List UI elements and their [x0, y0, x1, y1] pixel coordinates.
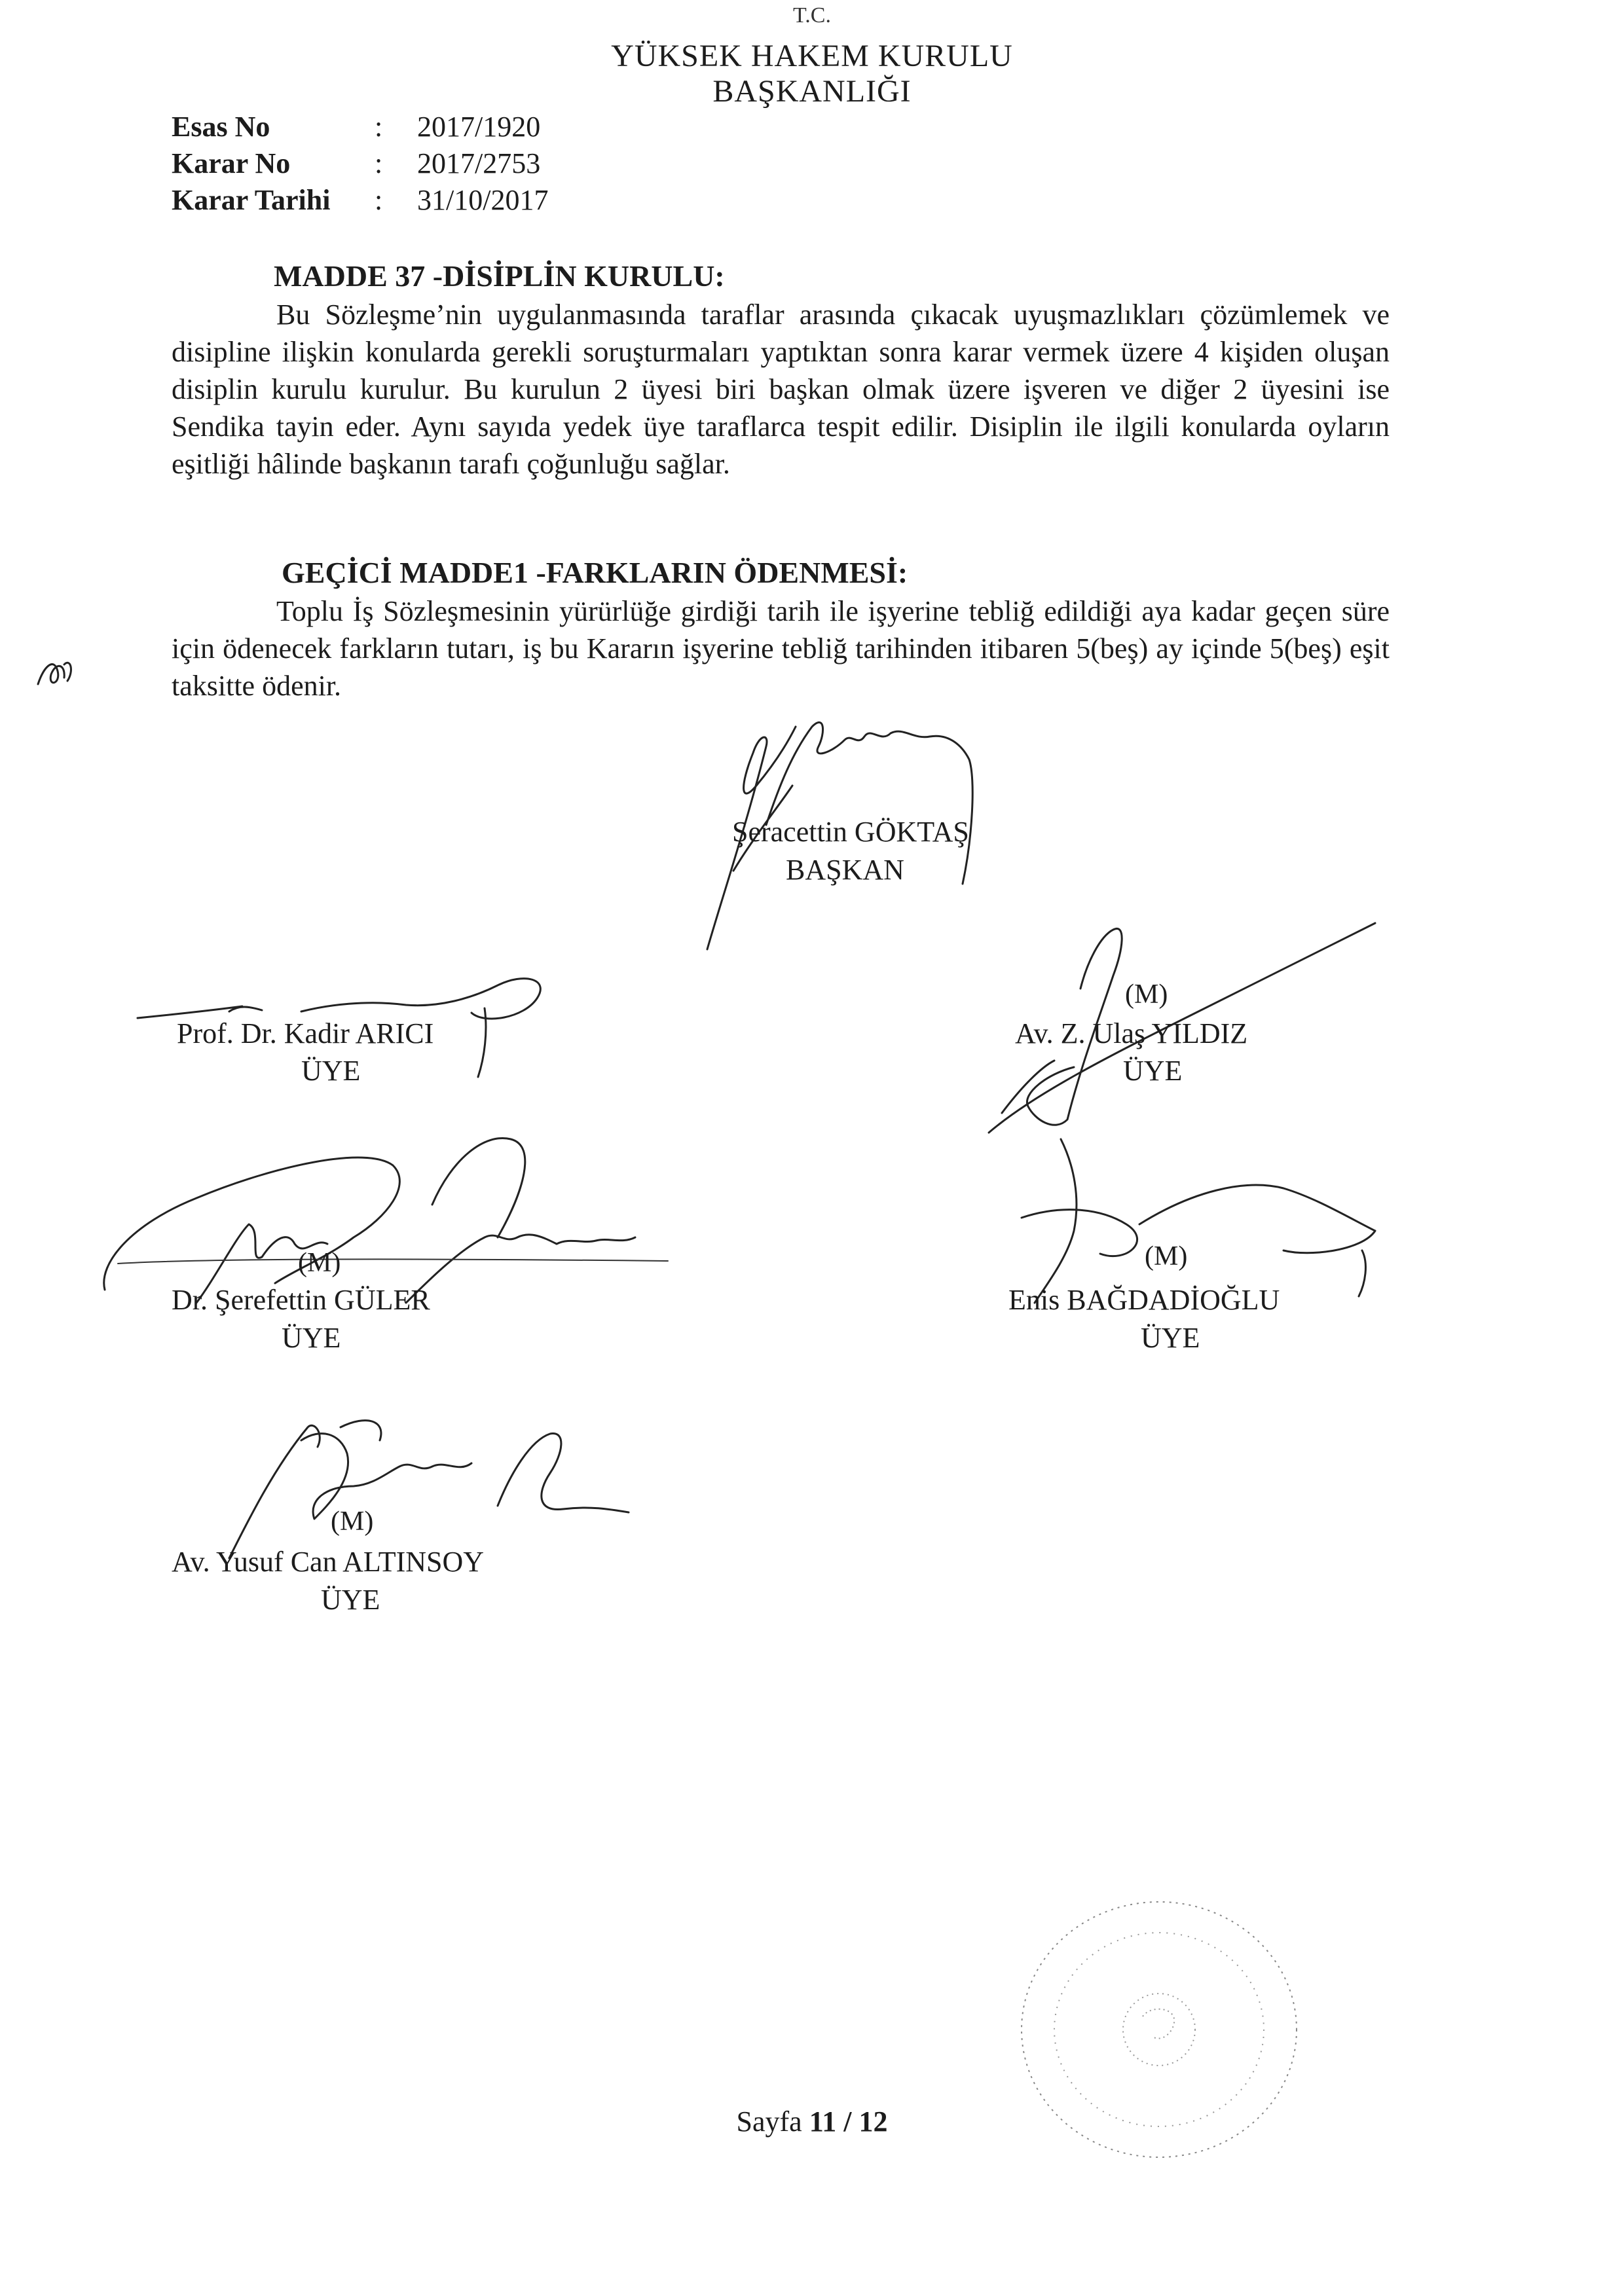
article37-heading: MADDE 37 -DİSİPLİN KURULU:: [274, 259, 725, 293]
member4-role: ÜYE: [1141, 1322, 1200, 1354]
official-seal: [1002, 1886, 1316, 2174]
meta-value: 31/10/2017: [417, 184, 549, 216]
meta-label: Karar No: [172, 147, 291, 179]
page-total: 12: [858, 2105, 888, 2138]
temporary-article-text: Toplu İş Sözleşmesinin yürürlüğe girdiği tarih ile işyerine tebliğ edildiği aya kadar geçen süre için ödenecek farkların tutarı, iş bu Kararın işyerine tebliğ tarihinden itibaren 5(beş) ay içinde 5(beş) eşit taksitte ödenir.: [172, 595, 1390, 702]
meta-value: 2017/1920: [417, 111, 541, 143]
header-top-mark: T.C.: [793, 3, 831, 27]
member4-name: Enis BAĞDADİOĞLU: [1008, 1284, 1280, 1316]
member4-mark: (M): [1145, 1241, 1188, 1271]
member5-role: ÜYE: [321, 1584, 380, 1616]
member1-name: Prof. Dr. Kadir ARICI: [177, 1017, 434, 1049]
meta-colon: :: [375, 184, 383, 216]
meta-label: Karar Tarihi: [172, 184, 331, 216]
margin-initial-mark: [25, 645, 84, 697]
chair-role: BAŞKAN: [786, 854, 904, 886]
member2-role: ÜYE: [1123, 1055, 1183, 1087]
temporary-article-heading: GEÇİCİ MADDE1 -FARKLARIN ÖDENMESİ:: [282, 556, 908, 589]
member3-name: Dr. Şerefettin GÜLER: [172, 1284, 430, 1316]
chair-name: Şeracettin GÖKTAŞ: [732, 816, 969, 848]
page-separator: /: [843, 2105, 852, 2138]
meta-value: 2017/2753: [417, 147, 541, 179]
member1-role: ÜYE: [301, 1055, 361, 1087]
member3-role: ÜYE: [282, 1322, 341, 1354]
member2-mark: (M): [1125, 979, 1168, 1010]
page-number: [681, 2105, 943, 2138]
article37-text: Bu Sözleşme’nin uygulanmasında taraflar arasında çıkacak uyuşmazlıkları çözümlemek ve disipline ilişkin konularda gerekli soruşturmaları yaptıktan sonra karar vermek üzere 4 kişiden oluşan disiplin kurulu kurulur. Bu kurulun 2 üyesi biri başkan olmak üzere işveren ve diğer 2 üyesini ise Sendika tayin eder. Aynı sayıda yedek üye taraflarca tespit edilir. Disiplin ile ilgili konularda oyların eşitliği hâlinde başkanın tarafı çoğunluğu sağlar.: [172, 299, 1390, 480]
meta-label: Esas No: [172, 111, 270, 143]
meta-colon: :: [375, 111, 383, 143]
member3-mark: (M): [298, 1248, 341, 1278]
meta-colon: :: [375, 147, 383, 179]
member5-mark: (M): [331, 1506, 374, 1537]
page-current: 11: [809, 2105, 837, 2138]
temporary-article-paragraph: [172, 592, 1390, 704]
header-subtitle: BAŞKANLIĞI: [712, 74, 912, 109]
header-title: YÜKSEK HAKEM KURULU: [611, 39, 1013, 73]
member5-name: Av. Yusuf Can ALTINSOY: [172, 1546, 485, 1578]
article37-paragraph: [172, 296, 1390, 483]
page-label: Sayfa: [736, 2105, 802, 2138]
member2-name: Av. Z. Ulaş YILDIZ: [1015, 1017, 1248, 1049]
